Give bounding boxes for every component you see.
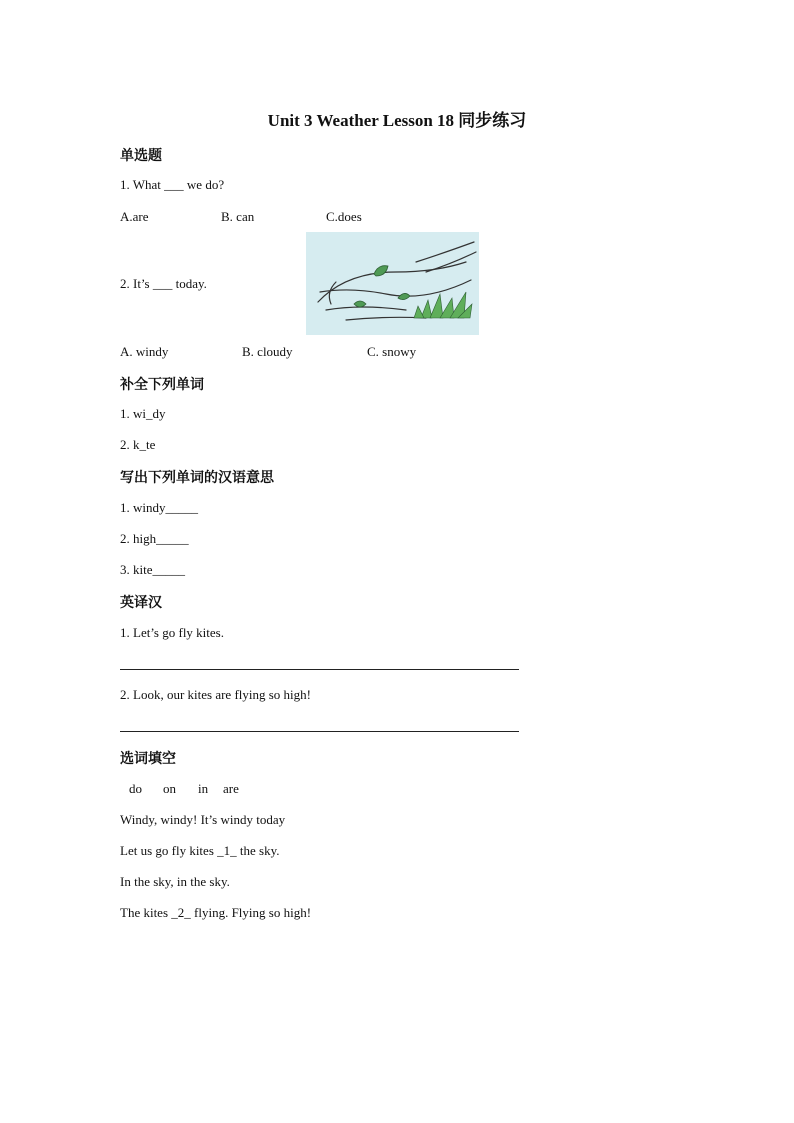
page-title: Unit 3 Weather Lesson 18 同步练习 [267,111,527,130]
word-bank-item: in [198,781,209,796]
poem-line: Windy, windy! It’s windy today [120,812,286,827]
word-bank-item: are [223,781,239,796]
complete-word-item: 2. k_te [120,437,156,452]
q2-option-b: B. cloudy [242,344,293,359]
poem-line: In the sky, in the sky. [120,874,230,889]
wind-leaves-illustration [306,232,479,335]
word-bank-item: do [129,781,142,796]
word-bank-item: on [163,781,176,796]
complete-word-item: 1. wi_dy [120,406,166,421]
poem-line: The kites _2_ flying. Flying so high! [120,905,312,920]
meaning-item: 1. windy_____ [120,500,198,515]
section-heading-fill-blanks: 选词填空 [120,751,176,767]
answer-line [120,731,519,732]
q2-option-a: A. windy [120,344,169,359]
poem-line: Let us go fly kites _1_ the sky. [120,843,280,858]
q2-option-c: C. snowy [367,344,417,359]
wind-icon [306,232,479,335]
section-heading-single-choice: 单选题 [120,148,162,164]
q1-option-a: A.are [120,209,149,224]
translate-item: 1. Let’s go fly kites. [120,625,224,640]
meaning-item: 2. high_____ [120,531,189,546]
question-2: 2. It’s ___ today. [120,276,207,291]
q1-option-c: C.does [326,209,362,224]
translate-item: 2. Look, our kites are flying so high! [120,687,311,702]
section-heading-complete-words: 补全下列单词 [120,377,204,393]
q1-option-b: B. can [221,209,255,224]
grass-icon [414,292,472,318]
answer-line [120,669,519,670]
section-heading-translate: 英译汉 [120,595,162,611]
section-heading-meanings: 写出下列单词的汉语意思 [120,470,274,486]
meaning-item: 3. kite_____ [120,562,185,577]
question-1: 1. What ___ we do? [120,177,225,192]
